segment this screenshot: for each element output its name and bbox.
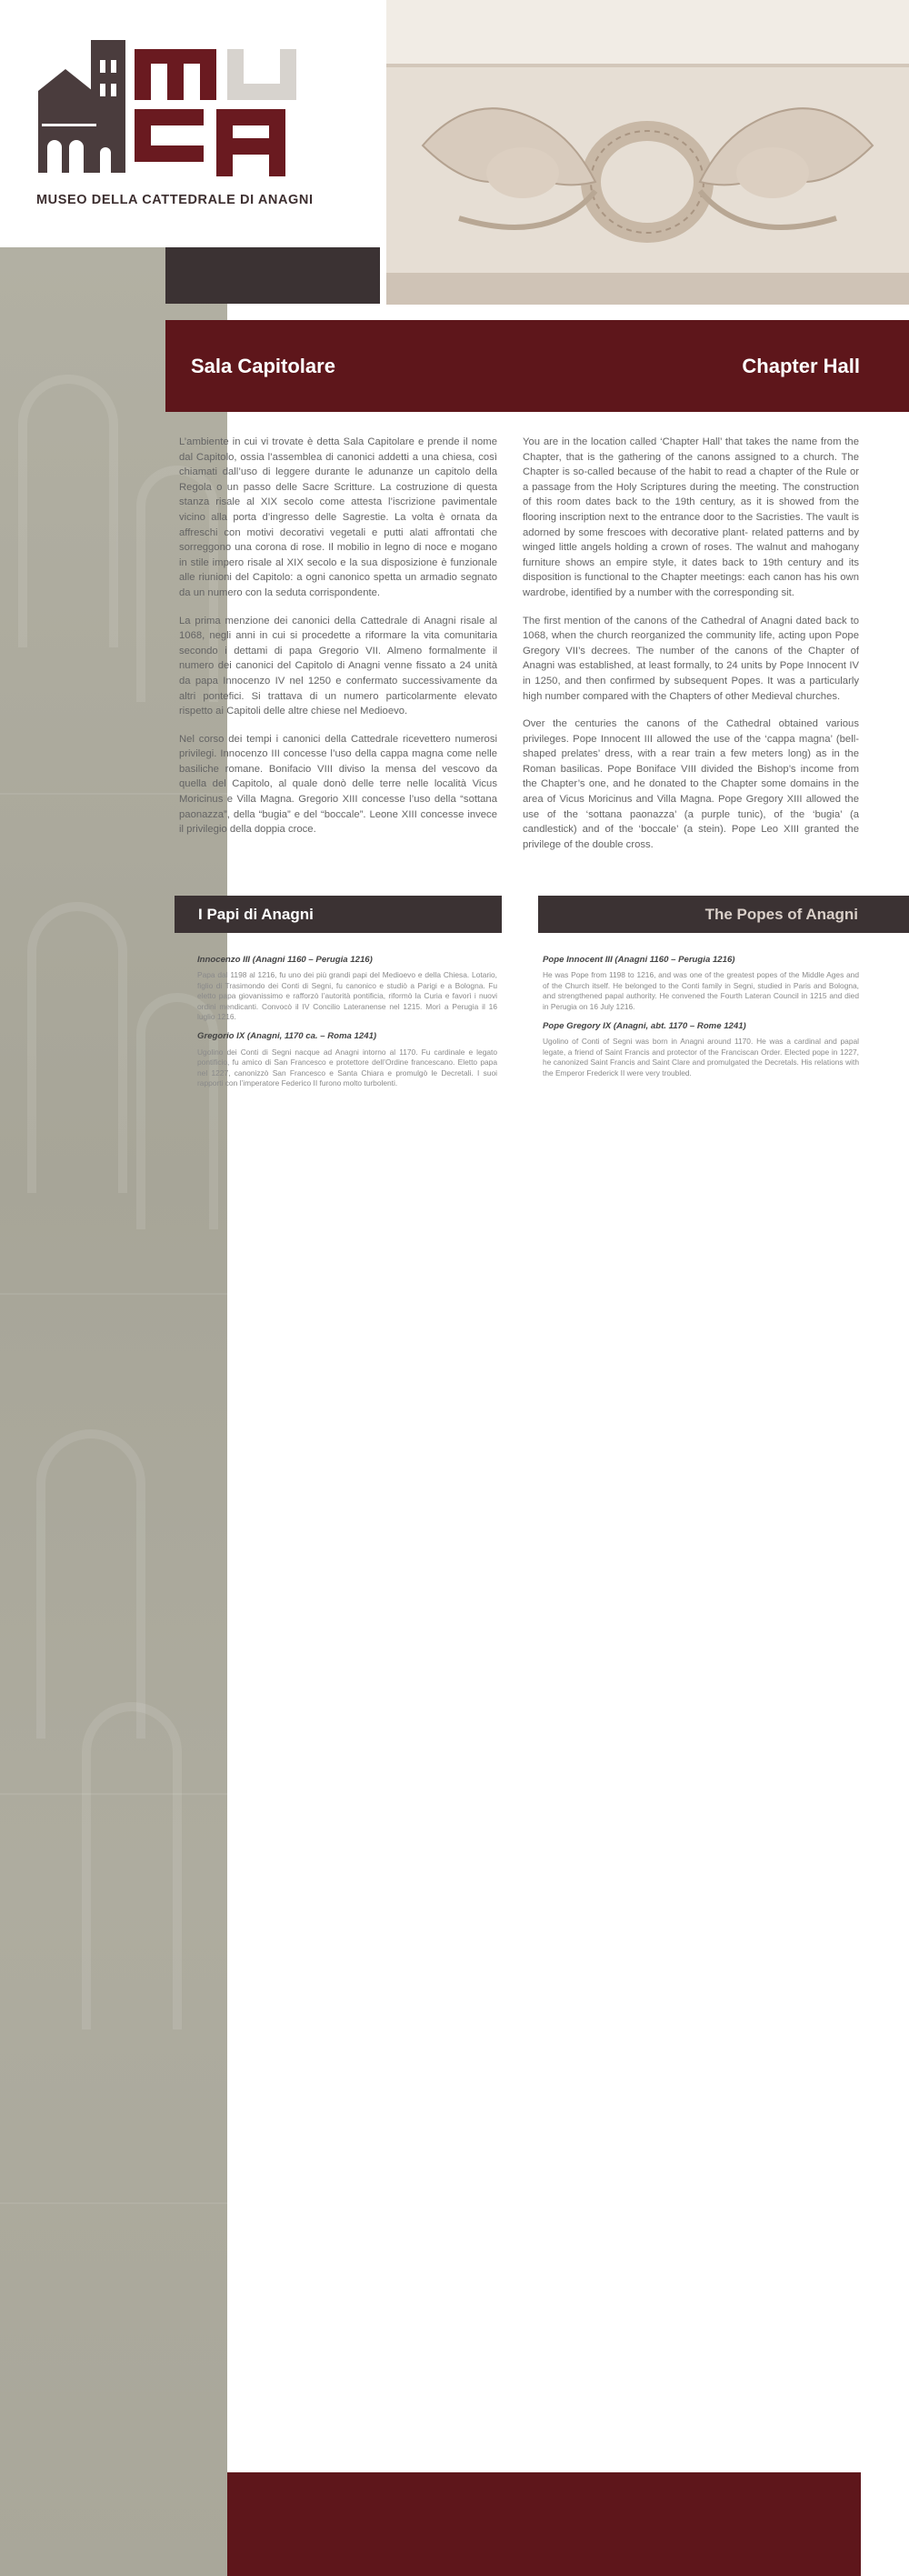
pope-heading: Gregorio IX (Anagni, 1170 ca. – Roma 1241) xyxy=(197,1031,377,1042)
english-paragraph: Over the centuries the canons of the Cathedral obtained various privileges. Pope Innocent III allowed the use of the ‘cappa magna’ (bell-shaped prelates’ dress, with a rear train a few meters long) as in the Roman basilicas. Pope Boniface VIII divided the Bishop’s income from the Chapter’s one, and he donated to the Chapter some domains in the area of Vicus Moricinus and Villa Magna. Pope Gregory XIII allowed the use of the ‘sottana paonazza’ (a purple tunic), of the ‘bugia’ (a candlestick) and of the ‘boccale’ (a stein). Pope Leo XIII granted the privilege of the double cross. xyxy=(523,718,859,850)
popes-header-english xyxy=(538,896,909,933)
popes-italian-column xyxy=(197,955,497,1098)
section-title-italian: Sala Capitolare xyxy=(191,355,335,377)
popes-title-italian: I Papi di Anagni xyxy=(198,906,314,923)
english-text-column xyxy=(523,435,859,865)
footer-band xyxy=(227,2472,861,2576)
pope-heading: Pope Innocent III (Anagni 1160 – Perugia 1216) xyxy=(543,955,735,965)
popes-title-english: The Popes of Anagni xyxy=(704,906,858,923)
italian-text-column xyxy=(179,435,497,850)
pope-text: He was Pope from 1198 to 1216, and was one of the greatest popes of the Middle Ages and of the Church itself. He belonged to the Conti family in Segni, studied in Paris and Bologna, and strengthened papal authority. He convened the Fourth Lateran Council in 1215 and died in Perugia on 16 July 1216. xyxy=(543,970,859,1011)
pope-text: Papa dal 1198 al 1216, fu uno dei più grandi papi del Medioevo e della Chiesa. Lotario, figlio di Trasimondo dei Conti di Segni, fu canonico e studiò a Parigi e a Bologna. Fu eletto papa giovanissimo e rafforzò l’autorità pontificia, riformò la Curia e favorì i nuovi ordini mendicanti. Convocò il IV Concilio Lateranense nel 1215. Morì a Perugia il 16 luglio 1216. xyxy=(197,970,497,1022)
pope-heading: Pope Gregory IX (Anagni, abt. 1170 – Rome 1241) xyxy=(543,1021,746,1032)
italian-paragraph: Nel corso dei tempi i canonici della Cattedrale ricevettero numerosi privilegi. Innocenzo III concesse l’uso della cappa magna come nelle basiliche romane. Bonifacio VIII diviso la mensa del vescovo da quella del Capitolo, al quale donò delle terre nelle località Vicus Moricinus e Villa Magna. Gregorio XIII concesse l’uso della “sottana paonazza”, della “bugia” e del “boccale”. Leone XIII concesse invece il privilegio della doppia croce. xyxy=(179,733,497,836)
pope-heading: Innocenzo III (Anagni 1160 – Perugia 1216) xyxy=(197,955,373,965)
pope-text: Ugolino of Conti of Segni was born in Anagni around 1170. He was a cardinal and papal legate, a friend of Saint Francis and protector of the Franciscan Order. Elected pope in 1227, he canonized Saint Francis and Saint Clare and promulgated the Decretals. His relations with the Emperor Frederick II were very troubled. xyxy=(543,1037,859,1078)
italian-paragraph: L’ambiente in cui vi trovate è detta Sala Capitolare e prende il nome dal Capitolo, ossia l’assemblea di canonici addetti a una chiesa, così chiamati dall’uso di leggere durante le adunanze un capitolo della Regola o un passo delle Sacre Scritture. La costruzione di questa stanza risale al XIX secolo come attesta l’iscrizione pavimentale vicino alla porta d’ingresso delle Sagrestie. La volta è ornata da affreschi con motivi decorativi vegetali e putti alati affrontati che sorreggono una corona di rose. Il mobilio in legno di noce e mogano in stile impero risale al XIX secolo e la sua disposizione è funzionale alle riunioni del Capitolo: a ogni canonico spetta un armadio segnato da un numero con la seduta corrispondente. xyxy=(179,436,497,598)
museum-logo xyxy=(35,33,307,215)
dark-accent-bar xyxy=(165,247,380,304)
section-header-band xyxy=(165,320,909,412)
english-paragraph: You are in the location called ‘Chapter Hall’ that takes the name from the Chapter, that is the gathering of the canons assigned to a church. The Chapter is so-called because of the habit to read a chapter of the Rule or a passage from the Holy Scriptures during the meeting. The construction of this room dates back to the 19th century, as it is showed from the flooring inscription next to the entrance door to the Sacristies. The vault is adorned by some frescoes with decorative plant- related patterns and by winged little angels holding a crown of roses. The walnut and mahogany furniture shows an empire style, it dates back to 19th century and its disposition is functional to the Chapter meetings: each canon has his own wardrobe, identified by a number with the corresponding sit. xyxy=(523,436,859,598)
museum-caption: MUSEO DELLA CATTEDRALE DI ANAGNI xyxy=(36,193,314,207)
italian-paragraph: La prima menzione dei canonici della Cattedrale di Anagni risale al 1068, negli anni in cui si procedette a riformare la vita comunitaria secondo i dettami di papa Gregorio VII. Almeno formalmente il numero dei canonici del Capitolo di Anagni venne fissato a 24 unità da papa Innocenzo IV nel 1250 e confermato successivamente da altri pontefici. Si trattava di un numero particolarmente elevato rispetto ai Capitoli delle altre chiese nel Medioevo. xyxy=(179,615,497,717)
english-paragraph: The first mention of the canons of the Cathedral of Anagni dated back to 1068, when the church reorganized the community life, acting upon Pope Gregory VII’s decrees. The number of the canons of the Chapter of Anagni was established, at least formally, to 24 units by Pope Innocent IV in 1250, and then confirmed by subsequent Popes. It was a particularly high number compared with the Chapters of other Medieval churches. xyxy=(523,615,859,702)
popes-header-italian xyxy=(175,896,502,933)
tower-icon xyxy=(38,40,125,173)
fresco-relief-image xyxy=(386,0,909,305)
popes-english-column xyxy=(543,955,859,1088)
pope-text: Ugolino dei Conti di Segni nacque ad Anagni intorno al 1170. Fu cardinale e legato pontificio, fu amico di San Francesco e protettore dell’Ordine francescano. Eletto papa nel 1227, canonizzò San Francesco e Santa Chiara e promulgò le Decretali. I suoi rapporti con l’imperatore Federico II furono molto turbolenti. xyxy=(197,1047,497,1088)
muca-letters-graphic xyxy=(135,49,296,176)
section-title-english: Chapter Hall xyxy=(742,355,860,377)
